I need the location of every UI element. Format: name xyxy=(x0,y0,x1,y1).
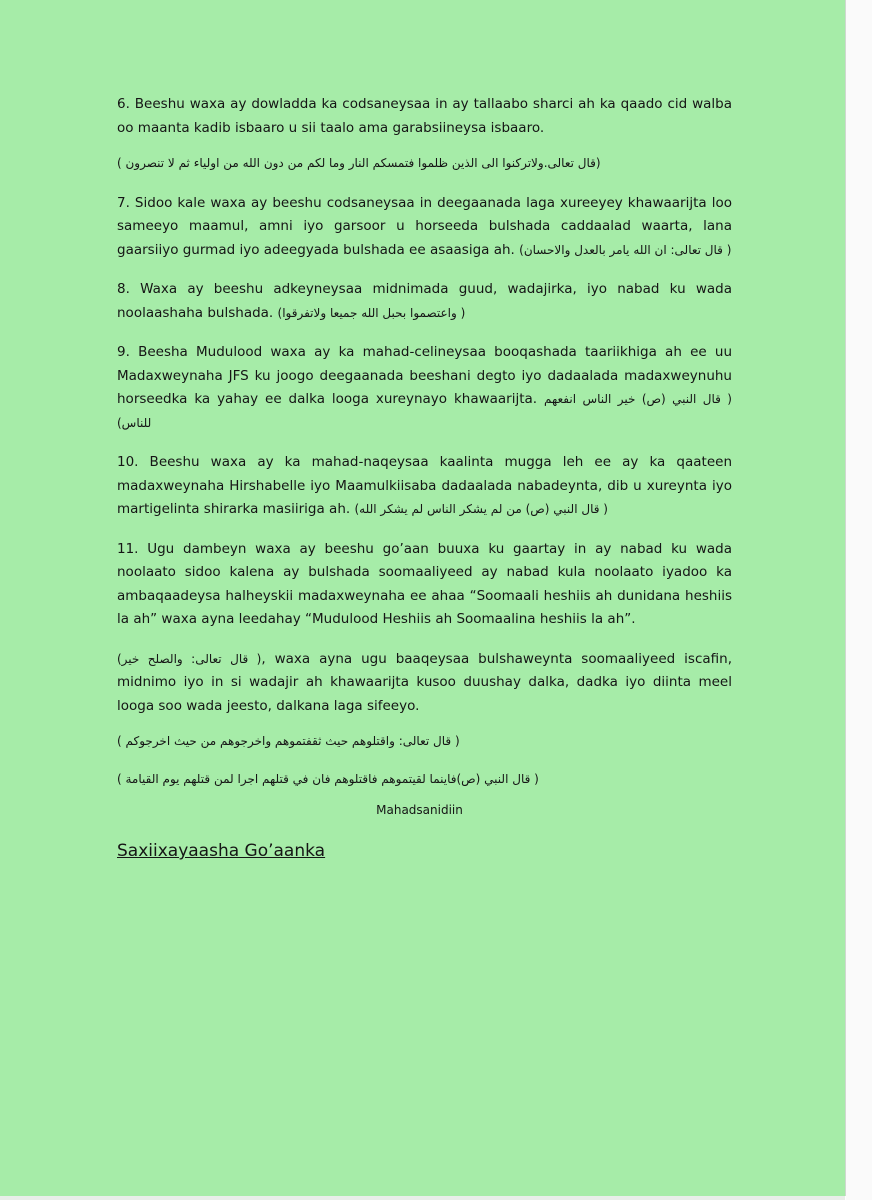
closing-text: Mahadsanidiin xyxy=(376,803,463,817)
paragraph-11-continuation xyxy=(117,648,732,719)
paragraph-8 xyxy=(117,278,732,325)
paragraph-9-text: 9. Beesha Mudulood waxa ay ka mahad-celineysaa booqashada taariikhiga ah ee uu Madaxweynaha JFS ku joogo deegaanada beeshani degto iyo dadaalada madaxweynuhu horseedka ka yahay ee dalka looga xureynayo khawaarijta. xyxy=(117,344,732,407)
paragraph-7-text: 7. Sidoo kale waxa ay beeshu codsaneysaa in deegaanada laga xureeyey khawaarijta loo sameeyo maamul, amni iyo garsoor u horseeda bulshada caddaalad waarta, lana gaarsiiyo gurmad iyo adeegyada bulshada ee asaasiga ah. xyxy=(117,194,732,258)
quote-paragraph-6: (قال تعالى.ولاتركنوا الى الذين ظلموا فتمسكم النار وما لكم من دون الله من اولياء ثم لا تنصرون ) xyxy=(117,156,601,170)
paragraph-9-quote: ( قال النبي (ص) خير الناس انفعهم للناس) xyxy=(117,392,732,430)
paragraph-6: 6. Beeshu waxa ay dowladda ka codsaneysaa in ay tallaabo sharci ah ka qaado cid walba oo maanta kadib isbaaro u sii taalo ama garabsiineysa isbaaro. xyxy=(117,96,732,136)
paragraph-11-quote: ( قال تعالى: والصلح خير) xyxy=(117,651,262,666)
signatures-heading: Saxiixayaasha Go’aanka xyxy=(117,841,326,861)
quote-closing-1: ( قال تعالى: واقتلوهم حيث ثقفتموهم واخرجوهم من حيث اخرجوكم ) xyxy=(117,734,460,748)
paragraph-9 xyxy=(117,341,732,435)
document-body xyxy=(117,93,732,863)
paragraph-7-quote: ( قال تعالى: ان الله يامر بالعدل والاحسان) xyxy=(519,242,732,257)
paragraph-10-text: 10. Beeshu waxa ay ka mahad-naqeysaa kaalinta mugga leh ee ay ka qaateen madaxweynaha Hirshabelle iyo Maamulkiisaba dadaalada nabadeynta, dib u xureynta iyo martigelinta shirarka masiiriga ah. xyxy=(117,454,732,517)
paragraph-10 xyxy=(117,451,732,522)
paragraph-7 xyxy=(117,192,732,263)
closing-line xyxy=(117,801,732,819)
quote-closing-2: ( قال النبي (ص)فاينما لقيتموهم فاقتلوهم فان في قتلهم اجرا لمن قتلهم يوم القيامة ) xyxy=(117,771,539,786)
paragraph-10-quote: ( قال النبي (ص) من لم يشكر الناس لم يشكر الله) xyxy=(354,502,608,516)
paragraph-11-continuation-text: , waxa ayna ugu baaqeysaa bulshaweynta soomaaliyeed iscafin, midnimo iyo in si wadajir ah khawaarijta kusoo duushay dalka, dadka iyo diinta meel looga soo wada jeesto, dalkana laga sifeeyo. xyxy=(117,650,732,714)
scan-margin xyxy=(846,0,872,1200)
paragraph-11: 11. Ugu dambeyn waxa ay beeshu go’aan buuxa ku gaartay in ay nabad ku wada noolaato sidoo kalena ay bulshada soomaaliyeed ay nabad kula noolaato iyadoo ka ambaqaadeysa halheyskii madaxweynaha ee ahaa “Soomaali heshiis ah dunidana heshiis la ah” waxa ayna leedahay “Mudulood Heshiis ah Soomaalina heshiis la ah”. xyxy=(117,540,732,627)
paragraph-8-text: 8. Waxa ay beeshu adkeyneysaa midnimada guud, wadajirka, iyo nabad ku wada noolaashaha bulshada. xyxy=(117,281,732,321)
paragraph-8-quote: ( واعتصموا بحبل الله جميعا ولاتفرقوا) xyxy=(277,305,466,320)
scan-bottom-edge xyxy=(0,1196,845,1200)
